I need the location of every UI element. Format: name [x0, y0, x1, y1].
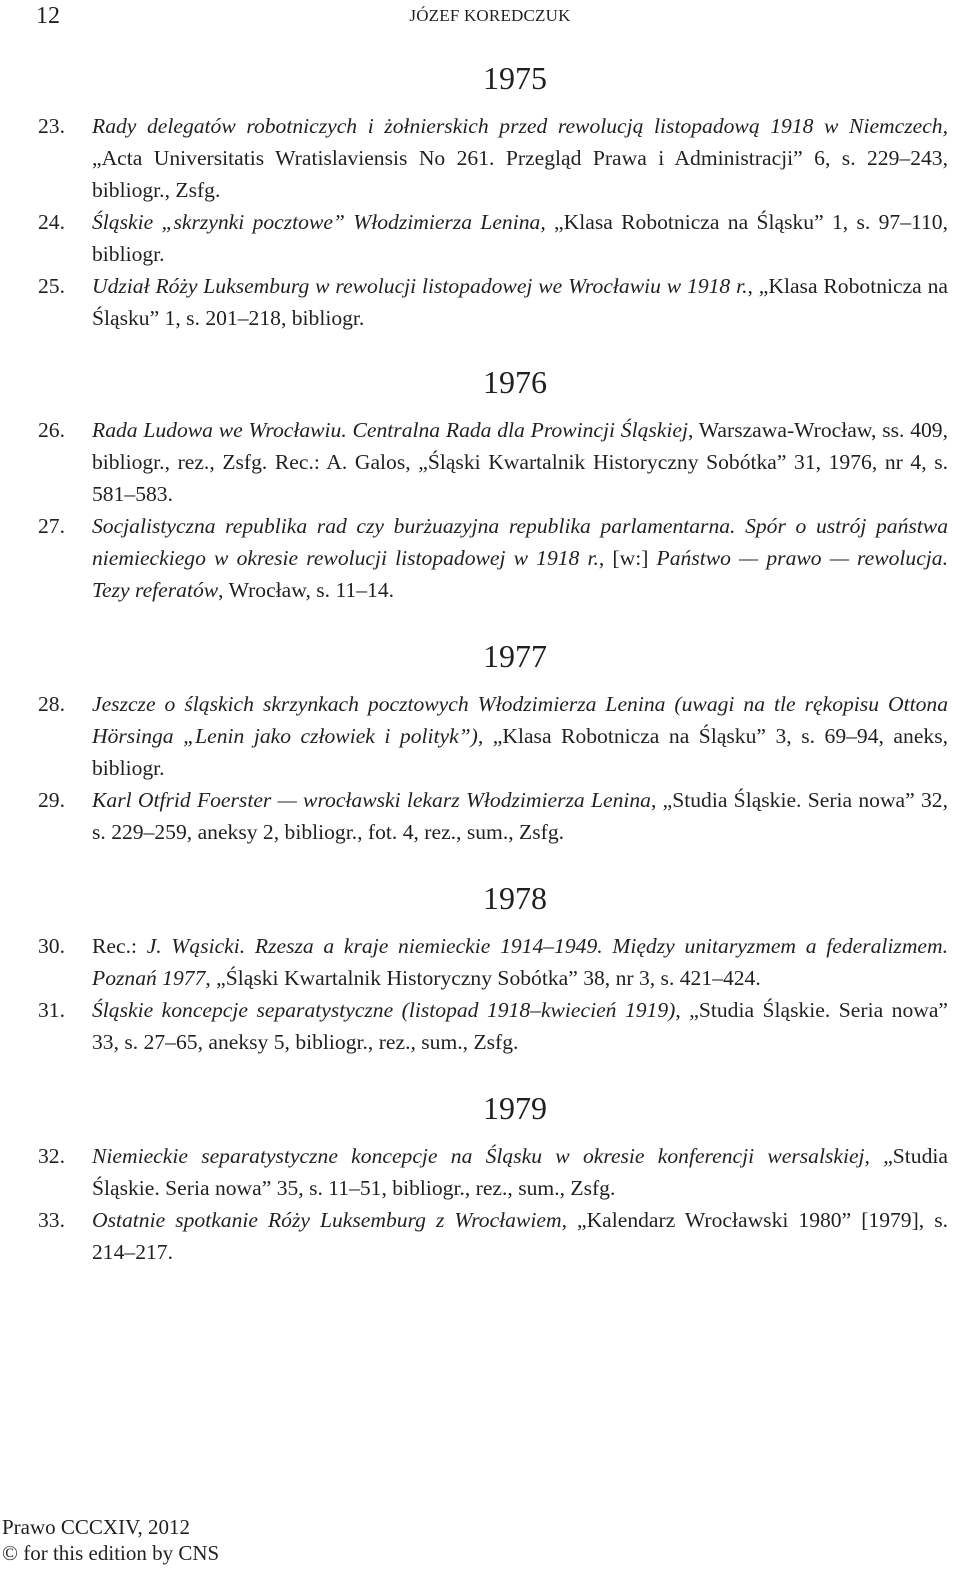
year-heading-1976: 1976 — [483, 364, 547, 400]
bibliography-entry-30 — [38, 930, 948, 994]
entry-number: 33. — [38, 1208, 65, 1232]
bibliography-entry-27 — [38, 510, 948, 606]
entry-details: , Warszawa-Wrocław, ss. 409, bibliogr., rez., Zsfg. Rec.: A. Galos, „Śląski Kwartalnik Historyczny Sobótka” 31, 1976, nr 4, s. 581–583. — [92, 418, 948, 506]
entry-title: Niemieckie separatystyczne koncepcje na Śląsku w okresie konferencji wersalskiej — [92, 1144, 865, 1168]
bibliography-entry-23 — [38, 110, 948, 206]
entry-details-2: , Wrocław, s. 11–14. — [218, 578, 395, 602]
entry-title: Ostatnie spotkanie Róży Luksemburg z Wrocławiem — [92, 1208, 562, 1232]
year-heading-1977: 1977 — [483, 638, 547, 674]
entry-title: Karl Otfrid Foerster — wrocławski lekarz Włodzimierza Lenina — [92, 788, 651, 812]
entry-number: 28. — [38, 692, 65, 716]
footer-copyright: © for this edition by CNS — [2, 1541, 220, 1565]
entry-number: 23. — [38, 114, 65, 138]
entry-details: , „Kalendarz Wrocławski 1980” [1979], s. 214–217. — [92, 1208, 948, 1264]
bibliography-entry-24 — [38, 206, 948, 270]
entry-number: 29. — [38, 788, 65, 812]
bibliography-entry-31 — [38, 994, 948, 1058]
page-number: 12 — [36, 3, 60, 29]
entry-details: „Acta Universitatis Wratislaviensis No 261. Przegląd Prawa i Administracji” 6, s. 229–243, bibliogr., Zsfg. — [92, 146, 948, 202]
bibliography-entry-25 — [38, 270, 948, 334]
entry-subtitle: Państwo — prawo — rewolucja. Tezy referatów — [92, 546, 949, 602]
year-heading-1975: 1975 — [483, 60, 547, 96]
footer-publication: Prawo CCCXIV, 2012 — [2, 1515, 191, 1539]
bibliography-entry-29 — [38, 784, 948, 848]
year-heading-1979: 1979 — [483, 1090, 547, 1126]
entry-title: Socjalistyczna republika rad czy burżuazyjna republika parlamentarna. Spór o ustrój państwa niemieckiego w okresie rewolucji listopadowej w 1918 r. — [92, 514, 948, 570]
entry-number: 30. — [38, 934, 65, 958]
entry-number: 25. — [38, 274, 65, 298]
bibliography-content — [38, 58, 948, 1268]
entry-title: J. Wąsicki. Rzesza a kraje niemieckie 1914–1949. Między unitaryzmem a federalizmem. Poznań 1977 — [92, 934, 948, 990]
entry-details: , „Śląski Kwartalnik Historyczny Sobótka” 38, nr 3, s. 421–424. — [205, 966, 761, 990]
entry-prefix: Rec.: — [92, 934, 147, 958]
entry-details: , „Studia Śląskie. Seria nowa” 35, s. 11–51, bibliogr., rez., sum., Zsfg. — [92, 1144, 948, 1200]
year-heading-1978: 1978 — [483, 880, 547, 916]
page-header — [0, 0, 960, 36]
entry-number: 31. — [38, 998, 65, 1022]
running-head: JÓZEF KOREDCZUK — [409, 6, 571, 25]
entry-title: Jeszcze o śląskich skrzynkach pocztowych Włodzimierza Lenina (uwagi na tle rękopisu Ottona Hörsinga „Lenin jako człowiek i polityk”), — [92, 692, 948, 748]
bibliography-entry-32 — [38, 1140, 948, 1204]
entry-number: 24. — [38, 210, 65, 234]
bibliography-entry-28 — [38, 688, 948, 784]
entry-number: 27. — [38, 514, 65, 538]
entry-title: Rada Ludowa we Wrocławiu. Centralna Rada dla Prowincji Śląskiej — [92, 418, 688, 442]
bibliography-entry-33 — [38, 1204, 948, 1268]
entry-title: Rady delegatów robotniczych i żołnierskich przed rewolucją listopadową 1918 w Niemczech, — [92, 114, 948, 138]
entry-details: „Klasa Robotnicza na Śląsku” 1, s. 97–110, bibliogr. — [92, 210, 948, 266]
page-footer — [2, 1514, 219, 1566]
entry-details: , [w:] — [598, 546, 657, 570]
entry-title: Udział Róży Luksemburg w rewolucji listopadowej we Wrocławiu w 1918 r. — [92, 274, 748, 298]
entry-details: , „Studia Śląskie. Seria nowa” 32, s. 229–259, aneksy 2, bibliogr., fot. 4, rez., sum., Zsfg. — [92, 788, 948, 844]
bibliography-entry-26 — [38, 414, 948, 510]
entry-details: „Klasa Robotnicza na Śląsku” 3, s. 69–94, aneks, bibliogr. — [92, 724, 948, 780]
entry-number: 32. — [38, 1144, 65, 1168]
entry-title: Śląskie „skrzynki pocztowe” Włodzimierza Lenina, — [92, 210, 546, 234]
entry-title: Śląskie koncepcje separatystyczne (listopad 1918–kwiecień 1919) — [92, 998, 676, 1022]
entry-number: 26. — [38, 418, 65, 442]
entry-details: , „Studia Śląskie. Seria nowa” 33, s. 27–65, aneksy 5, bibliogr., rez., sum., Zsfg. — [92, 998, 949, 1054]
entry-details: , „Klasa Robotnicza na Śląsku” 1, s. 201–218, bibliogr. — [92, 274, 948, 330]
